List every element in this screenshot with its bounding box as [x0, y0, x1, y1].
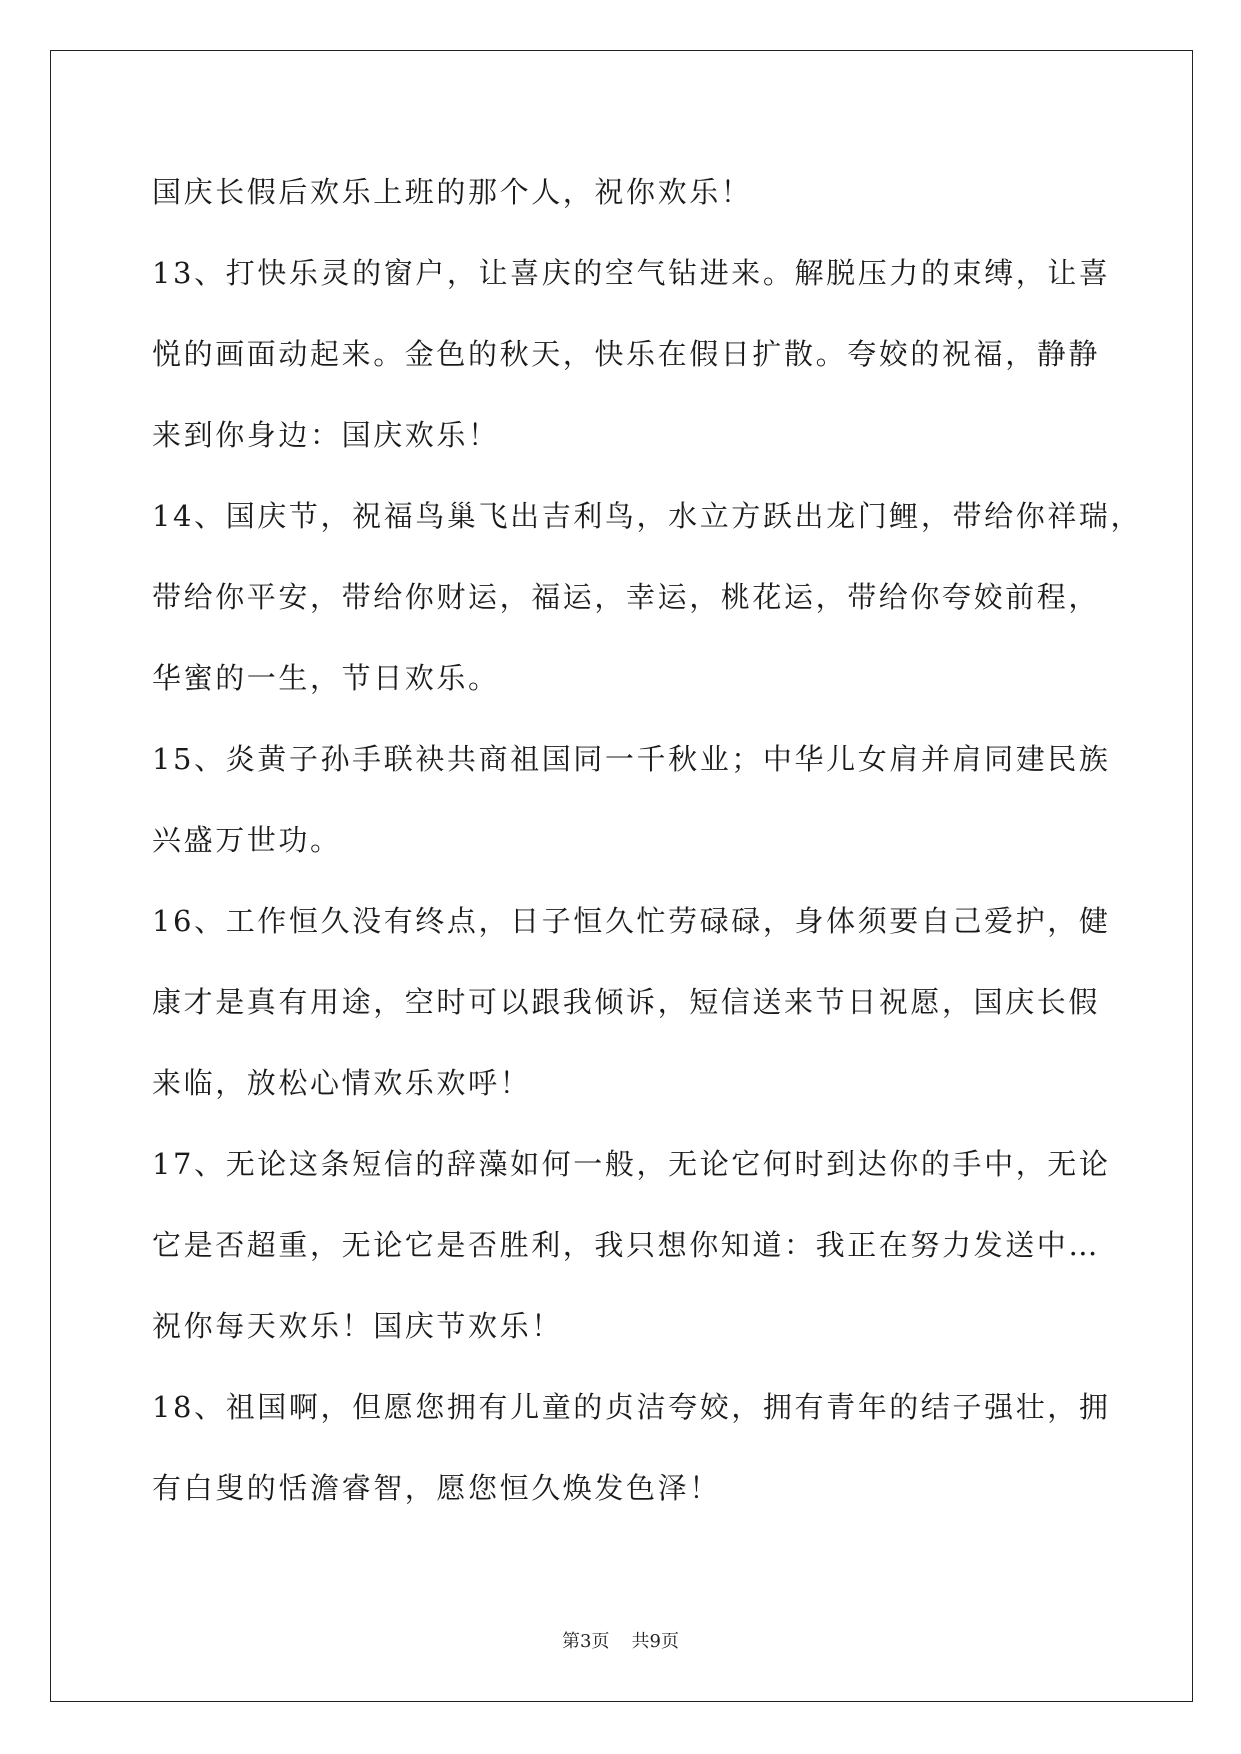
text-line: 兴盛万世功。: [152, 823, 342, 857]
page-footer: [0, 1630, 1241, 1654]
text-line: 15、炎黄子孙手联袂共商祖国同一千秋业；中华儿女肩并肩同建民族: [152, 742, 1111, 776]
text-line: 华蜜的一生，节日欢乐。: [152, 661, 500, 695]
text-line: 带给你平安，带给你财运，福运，幸运，桃花运，带给你夸姣前程，: [152, 580, 1101, 614]
text-line: 13、打快乐灵的窗户，让喜庆的空气钻进来。解脱压力的束缚，让喜: [152, 256, 1111, 290]
text-line: 祝你每天欢乐！国庆节欢乐！: [152, 1309, 563, 1343]
text-line: 康才是真有用途，空时可以跟我倾诉，短信送来节日祝愿，国庆长假: [152, 985, 1101, 1019]
page-border: [50, 50, 1193, 1702]
text-line: 18、祖国啊，但愿您拥有儿童的贞洁夸姣，拥有青年的结子强壮，拥: [152, 1390, 1111, 1424]
text-line: 14、国庆节，祝福鸟巢飞出吉利鸟，水立方跃出龙门鲤，带给你祥瑞，: [152, 499, 1143, 533]
text-line: 来临，放松心情欢乐欢呼！: [152, 1066, 532, 1100]
text-line: 有白叟的恬澹睿智，愿您恒久焕发色泽！: [152, 1471, 721, 1505]
text-line: 16、工作恒久没有终点，日子恒久忙劳碌碌，身体须要自己爱护，健: [152, 904, 1111, 938]
text-line: 悦的画面动起来。金色的秋天，快乐在假日扩散。夸姣的祝福，静静: [152, 337, 1101, 371]
text-line: 它是否超重，无论它是否胜利，我只想你知道：我正在努力发送中…: [152, 1228, 1101, 1262]
page-number: 第3页: [562, 1631, 610, 1652]
page-total: 共9页: [631, 1631, 679, 1652]
text-line: 17、无论这条短信的辞藻如何一般，无论它何时到达你的手中，无论: [152, 1147, 1111, 1181]
text-line: 来到你身边：国庆欢乐！: [152, 418, 500, 452]
text-line: 国庆长假后欢乐上班的那个人，祝你欢乐！: [152, 175, 753, 209]
